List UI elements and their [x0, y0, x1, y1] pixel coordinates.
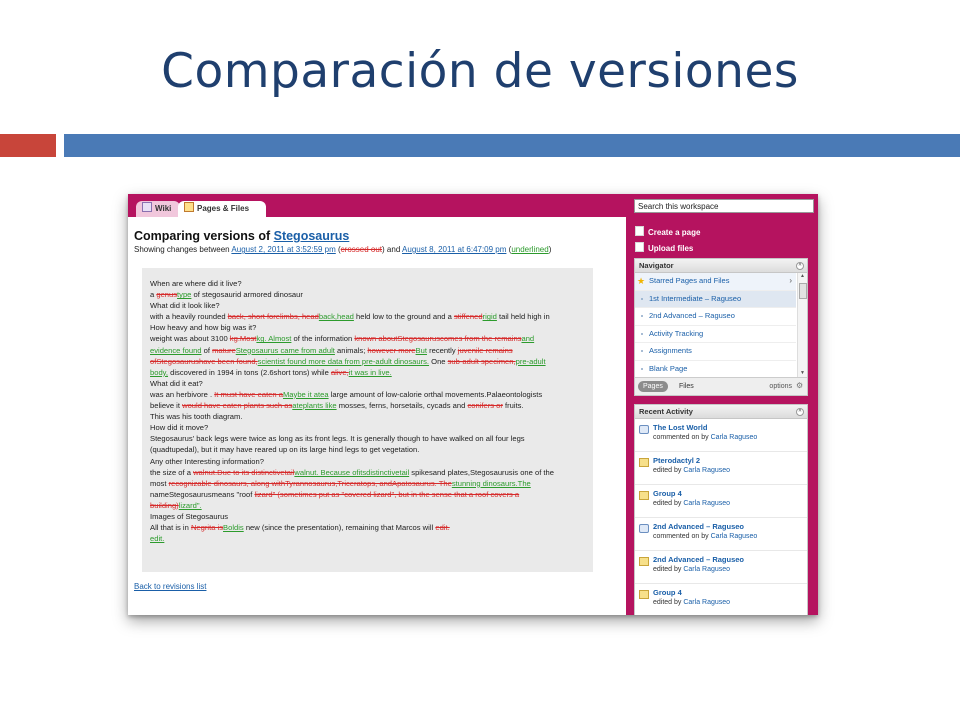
- accent-bar-red: [0, 134, 56, 157]
- recent-activity-panel: [634, 404, 808, 615]
- date-to-link[interactable]: August 8, 2011 at 6:47:09 pm: [402, 245, 507, 254]
- collapse-icon[interactable]: ^: [796, 262, 804, 270]
- inserted-text: pre-adult: [515, 356, 546, 366]
- diff-line: [150, 311, 585, 322]
- diff-line: [150, 300, 585, 311]
- nav-item[interactable]: [635, 343, 796, 361]
- activity-user-link[interactable]: Carla Raguseo: [683, 599, 731, 606]
- activity-meta: [653, 500, 730, 507]
- unchanged-text: Any other Interesting information?: [150, 456, 264, 466]
- tab-wiki[interactable]: [136, 201, 180, 217]
- inserted-text: Boldis: [223, 523, 244, 533]
- deleted-text: Negrita is: [190, 523, 224, 533]
- activity-action: edited by: [653, 500, 684, 507]
- folder-icon: [184, 202, 194, 212]
- pages-toggle[interactable]: Pages: [638, 381, 668, 392]
- activity-item: [635, 452, 807, 485]
- deleted-text: conifers or: [467, 401, 503, 411]
- diff-line: [150, 522, 585, 533]
- slide-title: Comparación de versiones: [161, 44, 799, 99]
- activity-item: [635, 584, 807, 615]
- inserted-text: body,: [150, 367, 169, 377]
- nav-item-label: Starred Pages and Files: [649, 276, 730, 285]
- tab-pages-files[interactable]: [178, 201, 266, 217]
- comment-icon: [639, 425, 649, 434]
- activity-meta: [653, 533, 757, 540]
- wiki-icon: [142, 202, 152, 212]
- sub-paren-open: (: [335, 245, 341, 254]
- diff-line: [150, 289, 585, 300]
- nav-item-label: Assignments: [649, 346, 692, 355]
- deleted-text: would have eaten plants such as: [182, 401, 293, 411]
- navigator-panel: [634, 258, 808, 396]
- deleted-text: lizard" (sometimes put as "covered lizard", but in the sense that a roof covers a: [254, 489, 520, 499]
- diff-line: [150, 533, 585, 544]
- diff-line: [150, 356, 585, 367]
- activity-user-link[interactable]: Carla Raguseo: [710, 434, 758, 441]
- deleted-text: alive,: [330, 367, 349, 377]
- nav-item[interactable]: [635, 308, 796, 326]
- unchanged-text: What did it look like?: [150, 301, 220, 311]
- activity-item: [635, 485, 807, 518]
- activity-title-link[interactable]: Pterodactyl 2: [653, 456, 701, 465]
- diff-line: [150, 389, 585, 400]
- unchanged-text: held low to the ground and a: [353, 312, 454, 322]
- main-content: [128, 217, 626, 615]
- inserted-text: Maybe it atea: [282, 389, 329, 399]
- unchanged-text: mosses, ferns, horsetails, cycads and: [336, 401, 468, 411]
- activity-action: edited by: [653, 566, 684, 573]
- deleted-text: mature: [212, 345, 236, 355]
- activity-user-link[interactable]: Carla Raguseo: [683, 467, 731, 474]
- tab-pages-files-label: Pages & Files: [197, 204, 250, 213]
- activity-meta: [653, 599, 730, 606]
- inserted-text: and: [521, 334, 535, 344]
- deleted-text: ofStegosaurushave been found,: [150, 356, 258, 366]
- edit-icon: [639, 491, 649, 500]
- unchanged-text: spikesand plates,Stegosaurusis one of the: [409, 467, 554, 477]
- activity-title-link[interactable]: The Lost World: [653, 423, 708, 432]
- diff-line: [150, 345, 585, 356]
- unchanged-text: (quadtupedal), but it may have reared up on its large hind legs to get vegetation.: [150, 445, 420, 455]
- unchanged-text: How did it move?: [150, 423, 209, 433]
- accent-bar-blue: [64, 134, 960, 157]
- unchanged-text: with a heavily rounded: [150, 312, 228, 322]
- activity-action: commented on by: [653, 434, 711, 441]
- compare-title-prefix: Comparing versions of: [134, 229, 274, 243]
- nav-item[interactable]: [635, 291, 796, 309]
- edit-icon: [639, 557, 649, 566]
- inserted-text: stunning dinosaurs.The: [451, 478, 531, 488]
- chevron-right-icon: ›: [789, 276, 792, 285]
- activity-title-link[interactable]: 2nd Advanced – Raguseo: [653, 555, 744, 564]
- options-link[interactable]: options: [769, 383, 792, 390]
- unchanged-text: a: [150, 290, 157, 300]
- diff-line: [150, 333, 585, 344]
- diff-line: [150, 511, 585, 522]
- recent-activity-title: Recent Activity: [639, 407, 693, 416]
- sidebar: [630, 194, 818, 615]
- unchanged-text: the size of a: [150, 467, 194, 477]
- unchanged-text: What did it eat?: [150, 378, 203, 388]
- navigator-list: [635, 273, 796, 377]
- inserted-text: lizard".: [178, 500, 202, 510]
- deleted-text: It must have eaten a: [214, 389, 283, 399]
- deleted-text: building): [150, 500, 179, 510]
- bullet-icon: [641, 298, 643, 300]
- inserted-text: ateplants like: [292, 401, 337, 411]
- unchanged-text: This was his tooth diagram.: [150, 412, 243, 422]
- recent-activity-list: [635, 419, 807, 615]
- activity-user-link[interactable]: Carla Raguseo: [683, 500, 731, 507]
- scroll-up-icon[interactable]: ▲: [800, 273, 805, 279]
- unchanged-text: tail held high in: [496, 312, 550, 322]
- inserted-text: evidence found: [150, 345, 202, 355]
- inserted-text: Stegosaurus came from adult: [235, 345, 335, 355]
- compare-title: [134, 229, 349, 243]
- deleted-text: however more: [367, 345, 416, 355]
- create-page-action[interactable]: [635, 226, 700, 237]
- diff-line: [150, 478, 585, 489]
- page-name-link[interactable]: Stegosaurus: [273, 229, 350, 243]
- unchanged-text: new (since the presentation), remaining that Marcos will: [243, 523, 436, 533]
- nav-item-label: Activity Tracking: [649, 328, 704, 338]
- inserted-text: type: [177, 290, 192, 300]
- navigator-title: Navigator: [639, 261, 674, 270]
- activity-meta: [653, 434, 757, 441]
- diff-line: [150, 444, 585, 455]
- star-icon: ★: [637, 276, 646, 286]
- edit-icon: [639, 590, 649, 599]
- recent-activity-header: [635, 405, 807, 419]
- diff-line: [150, 367, 585, 378]
- deleted-text: recognizable dinosaurs, along withTyrannosaurus,Triceratops, andApatosaurus. The: [168, 478, 452, 488]
- unchanged-text: Images of Stegosaurus: [150, 511, 229, 521]
- deleted-text: stiffened: [453, 312, 483, 322]
- diff-line: [150, 322, 585, 333]
- deleted-text: back, short forelimbs, head: [227, 312, 319, 322]
- diff-line: [150, 422, 585, 433]
- activity-action: edited by: [653, 467, 684, 474]
- inserted-text: scientist found more data from pre-adult dinosaurs.: [257, 356, 430, 366]
- activity-action: edited by: [653, 599, 684, 606]
- deleted-text: genus: [156, 290, 178, 300]
- unchanged-text: animals;: [334, 345, 368, 355]
- sub-and: ) and: [382, 245, 403, 254]
- activity-title-link[interactable]: Group 4: [653, 588, 682, 597]
- unchanged-text: believe it: [150, 401, 183, 411]
- unchanged-text: weight was about 3100: [150, 334, 230, 344]
- activity-item: [635, 518, 807, 551]
- back-to-revisions-link[interactable]: Back to revisions list: [134, 582, 207, 591]
- diff-line: [150, 467, 585, 478]
- bullet-icon: [641, 315, 643, 317]
- diff-line: [150, 278, 585, 289]
- unchanged-text: was an herbivore .: [150, 389, 215, 399]
- unchanged-text: recently: [426, 345, 458, 355]
- create-page-label: Create a page: [648, 228, 701, 237]
- edit-icon: [639, 458, 649, 467]
- activity-item: [635, 419, 807, 452]
- wiki-screenshot: [128, 194, 818, 615]
- diff-line: [150, 500, 585, 511]
- unchanged-text: All that is in: [150, 523, 191, 533]
- deleted-text: known aboutStegosauruscomes from the remains: [354, 334, 522, 344]
- activity-user-link[interactable]: Carla Raguseo: [683, 566, 731, 573]
- unchanged-text: Stegosaurus' back legs were twice as long as its front legs. It is generally though to have walked on all four legs: [150, 434, 525, 444]
- scroll-thumb[interactable]: [799, 283, 807, 299]
- diff-line: [150, 433, 585, 444]
- sub-paren-open-2: (: [506, 245, 512, 254]
- tab-wiki-label: Wiki: [155, 204, 172, 213]
- unchanged-text: most: [150, 478, 169, 488]
- navigator-scrollbar[interactable]: [797, 273, 807, 377]
- sub-paren-close: ): [548, 245, 552, 254]
- diff-line: [150, 411, 585, 422]
- unchanged-text: When are where did it live?: [150, 279, 242, 288]
- diff-line: [150, 489, 585, 500]
- deleted-text: edit.: [435, 523, 450, 533]
- unchanged-text: nameStegosaurusmeans "roof: [150, 489, 255, 499]
- deleted-text: sub-adult specimen,: [447, 356, 516, 366]
- inserted-text: rigid: [482, 312, 497, 322]
- activity-title-link[interactable]: Group 4: [653, 489, 682, 498]
- diff-line: [150, 456, 585, 467]
- diff-line: [150, 378, 585, 389]
- upload-files-label: Upload files: [648, 244, 694, 253]
- underlined-legend: underlined: [511, 245, 549, 254]
- bullet-icon: [641, 368, 643, 370]
- diff-content: [142, 268, 593, 572]
- deleted-text: juvenile remains: [457, 345, 513, 355]
- sub-text: Showing changes between: [134, 245, 232, 254]
- activity-title-link[interactable]: 2nd Advanced – Raguseo: [653, 522, 744, 531]
- unchanged-text: How heavy and how big was it?: [150, 323, 257, 333]
- files-toggle[interactable]: Files: [679, 383, 694, 390]
- activity-item: [635, 551, 807, 584]
- nav-item[interactable]: [635, 326, 796, 344]
- unchanged-text: of: [201, 345, 213, 355]
- page-icon: [635, 226, 644, 236]
- unchanged-text: fruits.: [502, 401, 524, 411]
- comment-icon: [639, 524, 649, 533]
- nav-item-label: 1st Intermediate – Raguseo: [649, 293, 742, 303]
- bullet-icon: [641, 333, 643, 335]
- navigator-header: [635, 259, 807, 273]
- unchanged-text: of the information: [291, 334, 355, 344]
- nav-item-starred[interactable]: [635, 273, 796, 291]
- activity-user-link[interactable]: Carla Raguseo: [710, 533, 758, 540]
- search-input[interactable]: Search this workspace: [634, 199, 814, 213]
- inserted-text: kg. Almost: [256, 334, 292, 344]
- unchanged-text: One: [429, 356, 448, 366]
- gear-icon[interactable]: ⚙: [796, 381, 804, 390]
- activity-meta: [653, 566, 730, 573]
- diff-line: [150, 400, 585, 411]
- inserted-text: But: [415, 345, 427, 355]
- unchanged-text: of stegosaurid armored dinosaur: [191, 290, 303, 300]
- nav-item-label: Blank Page: [649, 363, 688, 373]
- upload-files-action[interactable]: [635, 242, 693, 253]
- unchanged-text: discovered in 1994 in tons (2.6short tons) while: [168, 367, 331, 377]
- bullet-icon: [641, 350, 643, 352]
- inserted-text: walnut. Because ofitsdistinctivetail: [294, 467, 410, 477]
- crossed-out-legend: crossed out: [340, 245, 383, 254]
- inserted-text: back,head: [318, 312, 354, 322]
- unchanged-text: large amount of low-calorie orthal movements.Palaeontologists: [328, 389, 543, 399]
- deleted-text: kg.Most: [229, 334, 257, 344]
- inserted-text: it was in live.: [348, 367, 392, 377]
- deleted-text: walnut.Due to its distinctivetail: [193, 467, 295, 477]
- scroll-down-icon[interactable]: ▼: [800, 370, 805, 376]
- nav-item-label: 2nd Advanced – Raguseo: [649, 311, 735, 320]
- collapse-icon[interactable]: ^: [796, 408, 804, 416]
- date-from-link[interactable]: August 2, 2011 at 3:52:59 pm: [231, 245, 336, 254]
- activity-action: commented on by: [653, 533, 711, 540]
- navigator-footer: [635, 377, 807, 395]
- nav-item[interactable]: [635, 361, 796, 378]
- inserted-text: edit.: [150, 534, 165, 544]
- upload-icon: [635, 242, 644, 252]
- activity-meta: [653, 467, 730, 474]
- compare-subtitle: [134, 245, 551, 254]
